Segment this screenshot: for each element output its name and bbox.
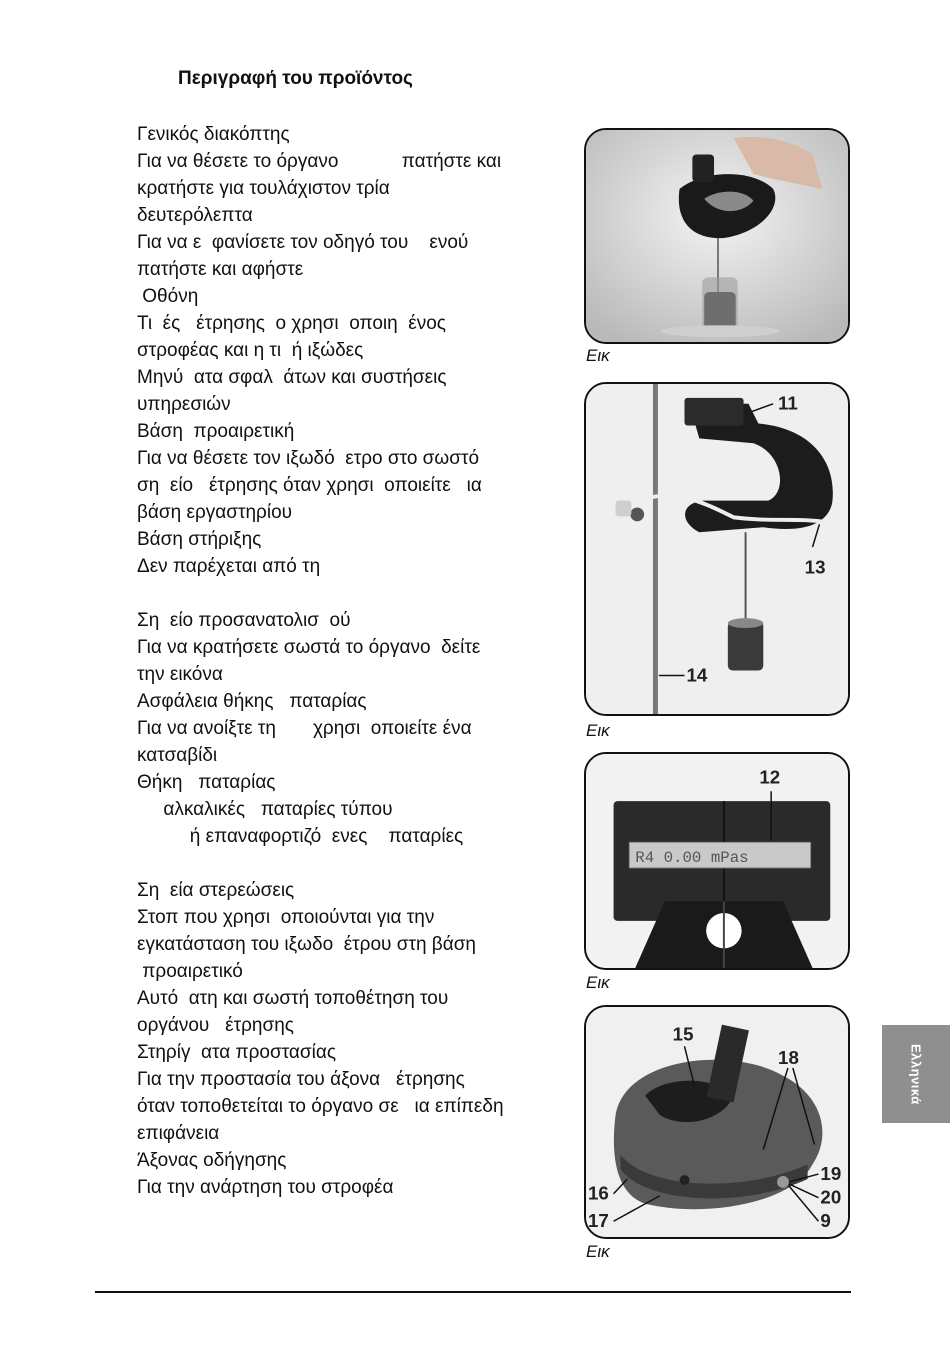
body-text-line: την εικόνα [137,664,223,685]
figure-4-callout-16: 16 [587,1182,609,1204]
figure-4-callout-18: 18 [778,1047,799,1069]
body-text-line: ση είο έτρησης όταν χρησι οποιείτε ια [137,475,482,496]
body-text-line: Στοπ που χρησι οποιούνται για την [137,907,435,928]
body-text-line: Στηρίγ ατα προστασίας [137,1042,336,1063]
body-text-line: κατσαβίδι [137,745,218,766]
figure-2-caption: Εικ [586,721,610,740]
body-text-line: Ση εία στερεώσεις [137,880,295,901]
figure-4-callout-20: 20 [820,1186,842,1208]
body-text-line: Για να θέσετε το όργανο πατήστε και [137,151,502,172]
figure-4-photo [584,1005,850,1239]
figure-4-callout-17: 17 [587,1210,609,1232]
body-text [137,121,577,1201]
body-text-line: Ση είο προσανατολισ ού [137,610,351,631]
body-text-line [137,580,577,607]
body-text-line: στροφέας και η τι ή ιξώδες [137,340,364,361]
figure-3-callout-12: 12 [759,766,781,788]
body-text-line: Αυτό ατη και σωστή τοποθέτηση του [137,988,449,1009]
figure-4-caption: Εικ [586,1242,610,1261]
figure-1-photo [584,128,850,344]
body-text-line: όταν τοποθετείται το όργανο σε ια επίπεδη [137,1096,504,1117]
figure-3-photo [584,752,850,970]
language-tab [882,1025,950,1123]
body-text-line: Για να ανοίξτε τη χρησι οποιείτε ένα [137,718,472,739]
body-text-line: ή επαναφορτιζό ενες παταρίες [137,826,464,847]
body-text-line: Για να ε φανίσετε τον οδηγό του ενού [137,232,469,253]
body-text-line: οργάνου έτρησης [137,1015,294,1036]
body-text-line: Μηνύ ατα σφαλ άτων και συστήσεις [137,367,447,388]
footer-rule [95,1291,851,1293]
body-text-line: Ασφάλεια θήκης παταρίας [137,691,367,712]
figure-2-photo [584,382,850,716]
body-text-line [137,850,577,877]
body-text-line: προαιρετικό [137,961,243,982]
figure-2-callout-11: 11 [778,392,798,414]
body-text-line: Τι ές έτρησης ο χρησι οποιη ένος [137,313,446,334]
body-text-line: αλκαλικές παταρίες τύπου [137,799,393,820]
body-text-line: πατήστε και αφήστε [137,259,304,280]
figure-4-callout-15: 15 [672,1023,694,1045]
figure-2-callout-14: 14 [686,664,708,686]
body-text-line: δευτερόλεπτα [137,205,253,226]
body-text-line: επιφάνεια [137,1123,220,1144]
body-text-line: υπηρεσιών [137,394,231,415]
body-text-line: Δεν παρέχεται από τη [137,556,321,577]
body-text-line: Βάση προαιρετική [137,421,295,442]
figure-1-caption: Εικ [586,346,610,365]
body-text-line: Οθόνη [137,286,199,307]
body-text-line: βάση εργαστηρίου [137,502,293,523]
figure-4-callout-9: 9 [820,1210,831,1232]
body-text-line: Για την προστασία του άξονα έτρησης [137,1069,465,1090]
body-text-line: Θήκη παταρίας [137,772,276,793]
figure-3-display-text: R4 0.00 mPas [635,849,749,867]
body-text-line: Βάση στήριξης [137,529,262,550]
figure-3-caption: Εικ [586,973,610,992]
body-text-line: Άξονας οδήγησης [137,1150,287,1171]
body-text-line: Για να κρατήσετε σωστά το όργανο δείτε [137,637,481,658]
page-title: Περιγραφή του προϊόντος [178,68,413,89]
body-text-line: εγκατάσταση του ιξωδο έτρου στη βάση [137,934,477,955]
figure-4-callout-19: 19 [820,1163,842,1184]
body-text-line: Για την ανάρτηση του στροφέα [137,1177,394,1198]
body-text-line: κρατήστε για τουλάχιστον τρία [137,178,390,199]
body-text-line: Για να θέσετε τον ιξωδό ετρο στο σωστό [137,448,480,469]
language-tab-label: Ελληνικά [908,1043,924,1105]
figure-2-callout-13: 13 [804,556,826,578]
body-text-line: Γενικός διακόπτης [137,124,290,145]
